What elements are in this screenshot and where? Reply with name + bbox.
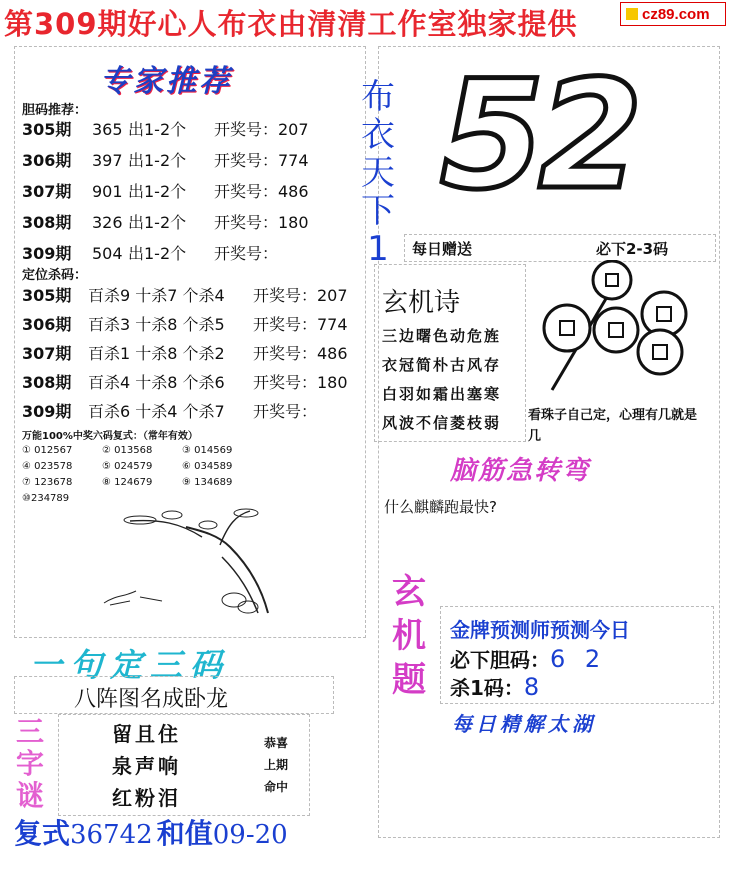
bottom-summary [14, 812, 288, 852]
combo-item: ② 013568 [102, 445, 153, 456]
puzzle-title: 玄机题 [392, 572, 426, 700]
kill-list [22, 281, 348, 426]
kill-label: 定位杀码： [22, 268, 88, 283]
buyi-must: 必下2-3码 [596, 240, 669, 258]
buyi-number-52: 52 [440, 49, 637, 223]
sanzi-line: 红粉泪 [112, 786, 181, 810]
dan-row: 307期 901 出1-2个 开奖号：486 [22, 182, 309, 201]
sanzi-congrats [264, 732, 288, 798]
poem-line: 衣冠简朴古风存 [382, 356, 502, 374]
dan-list [22, 114, 309, 269]
combo-item: ⑥ 034589 [182, 461, 233, 472]
dan-label: 胆码推荐： [22, 103, 88, 118]
expert-heading: 专家推荐 [100, 64, 232, 99]
xuanji-poem [382, 322, 501, 438]
kill-row: 306期 百杀3 十杀8 个杀5 开奖号：774 [22, 315, 348, 334]
combo-item: ⑩234789 [22, 493, 70, 504]
xuanji-title: 玄机诗 [382, 288, 461, 318]
kill-row: 308期 百杀4 十杀8 个杀6 开奖号：180 [22, 373, 348, 392]
congrats-line: 恭喜 [264, 736, 289, 750]
hezhi-label: 和值 [156, 817, 213, 850]
riddle-question: 什么麒麟跑最快? [384, 498, 497, 516]
poem-line: 三边曙色动危旌 [382, 327, 502, 345]
congrats-line: 命中 [264, 780, 289, 794]
dan-row: 309期 504 出1-2个 开奖号： [22, 244, 279, 263]
xuanji-note: 看珠子自己定，心理有几就是几 [528, 408, 698, 444]
sanzi-lines [112, 718, 181, 814]
puzzle-dan-row: 必下胆码：6 2 [450, 645, 607, 673]
sanzi-title: 三字谜 [16, 715, 45, 812]
combo-item: ⑧ 124679 [102, 477, 153, 488]
buyi-daily: 每日赠送 [412, 240, 473, 258]
phrase-title: 一句定三码 [30, 646, 231, 684]
combo-item: ④ 023578 [22, 461, 73, 472]
combo-item: ⑨ 134689 [182, 477, 233, 488]
sanzi-line: 留且住 [112, 722, 181, 746]
phrase-text: 八阵图名成卧龙 [74, 687, 229, 712]
page-title: 第309期好心人布衣由清清工作室独家提供 [4, 7, 578, 41]
combo-item: ③ 014569 [182, 445, 233, 456]
combo-item: ① 012567 [22, 445, 73, 456]
badge-square-icon [626, 8, 638, 20]
combo-item: ⑦ 123678 [22, 477, 73, 488]
buyi-vertical-title: 布衣天下1 [361, 77, 395, 269]
puzzle-dan-value: 6 2 [550, 645, 607, 673]
site-badge[interactable] [620, 2, 726, 26]
puzzle-line1: 金牌预测师预测今日 [450, 618, 630, 642]
puzzle-kill-value: 8 [523, 673, 540, 701]
combo-title: 万能100%中奖六码复式：（常年有效） [22, 431, 198, 442]
combo-item: ⑤ 024579 [102, 461, 153, 472]
congrats-line: 上期 [264, 758, 289, 772]
sanzi-line: 泉声响 [112, 754, 181, 778]
riddle-title: 脑筋急转弯 [450, 456, 591, 486]
site-badge-text: cz89.com [642, 5, 710, 23]
kill-row: 305期 百杀9 十杀7 个杀4 开奖号：207 [22, 286, 348, 305]
poem-line: 白羽如霜出塞寒 [382, 385, 502, 403]
kill-row: 307期 百杀1 十杀8 个杀2 开奖号：486 [22, 344, 348, 363]
fushi-value: 36742 [70, 820, 153, 850]
dan-row: 306期 397 出1-2个 开奖号：774 [22, 151, 309, 170]
dan-row: 308期 326 出1-2个 开奖号：180 [22, 213, 309, 232]
poem-line: 风波不信菱枝弱 [382, 414, 502, 432]
puzzle-footer: 每日精解太湖 [452, 712, 596, 736]
combo-grid [22, 443, 302, 507]
dan-row: 305期 365 出1-2个 开奖号：207 [22, 120, 309, 139]
coins-image [532, 260, 702, 400]
hezhi-value: 09-20 [212, 820, 288, 850]
puzzle-kill-row: 杀1码：8 [450, 673, 540, 701]
kill-row: 309期 百杀6 十杀4 个杀7 开奖号： [22, 402, 318, 421]
tree-sketch-image [90, 505, 310, 620]
fushi-label: 复式 [14, 817, 71, 850]
